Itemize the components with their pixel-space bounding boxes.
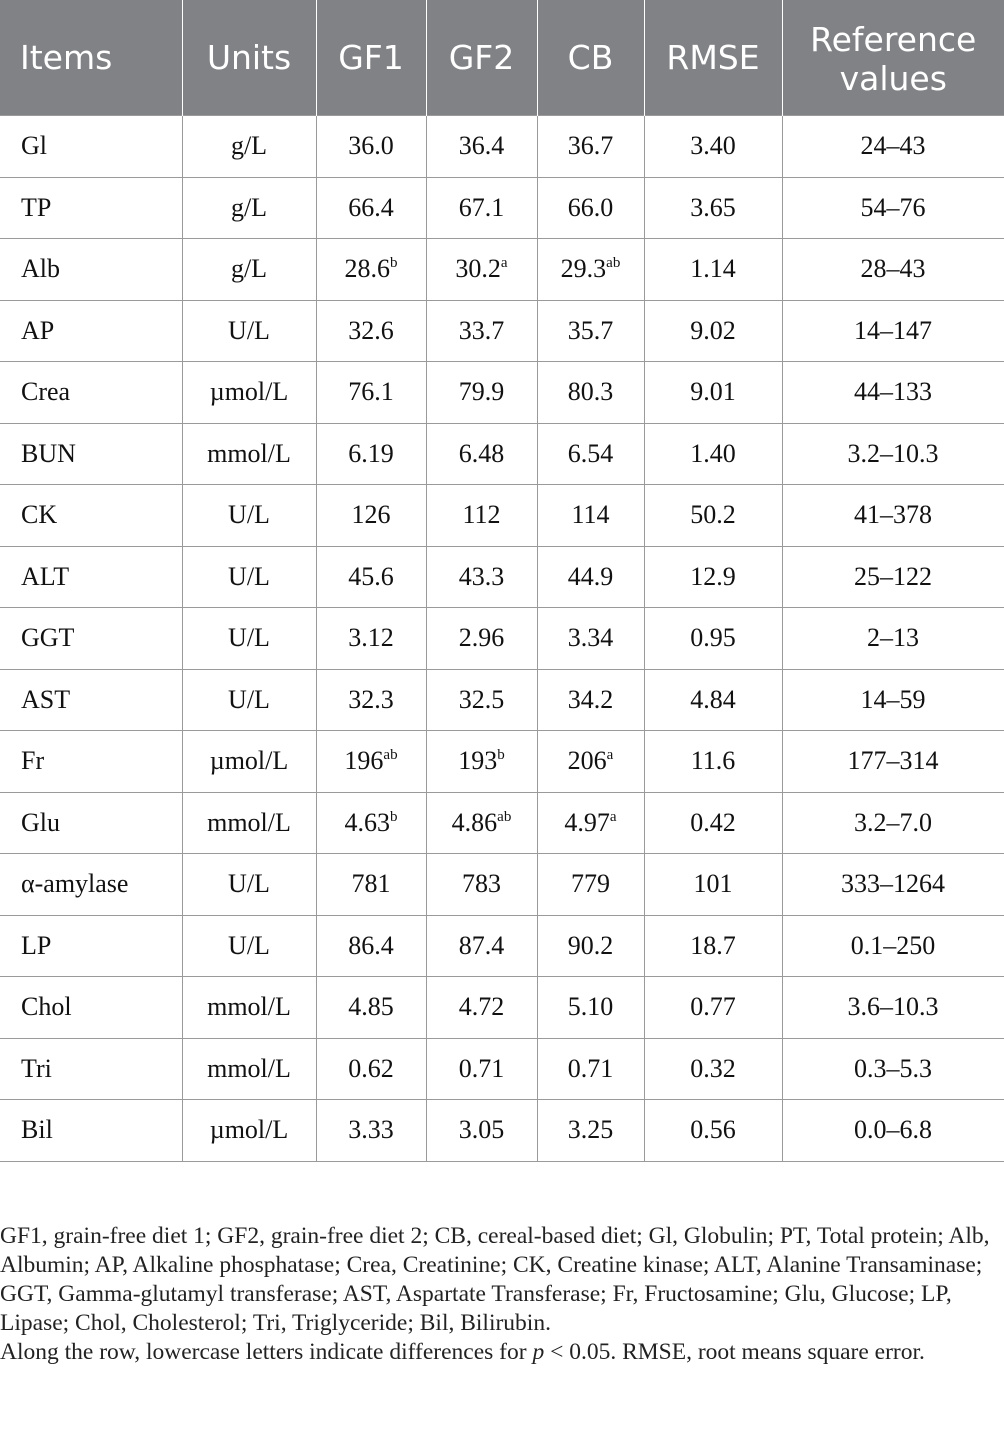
cell-gf2 [426, 423, 537, 485]
cell-reference-value: 0.1–250 [850, 930, 936, 960]
cell-rmse-value: 1.40 [690, 438, 736, 468]
significance-letter: b [390, 808, 398, 825]
cell-gf2-value: 6.48 [458, 438, 505, 468]
cell-reference-value: 333–1264 [841, 869, 945, 899]
cell-unit-value: mmol/L [207, 992, 291, 1022]
header-rmse: RMSE [644, 0, 782, 116]
cell-gf1 [316, 116, 426, 178]
cell-item-value: Chol [21, 992, 72, 1022]
cell-gf1 [316, 300, 426, 362]
cell-unit-value: g/L [230, 131, 268, 161]
cell-rmse-value: 0.95 [690, 623, 736, 653]
cell-item [0, 915, 182, 977]
cell-gf2 [426, 300, 537, 362]
cell-unit-value: U/L [228, 869, 270, 899]
cell-item [0, 423, 182, 485]
cell-rmse-value: 1.14 [690, 254, 736, 284]
cell-cb-value: 3.34 [567, 623, 614, 653]
cell-item-value: GGT [21, 623, 75, 653]
table-row [0, 669, 1004, 731]
cell-rmse-value: 12.9 [690, 561, 736, 591]
cell-rmse-value: 4.84 [690, 684, 736, 714]
cell-cb [537, 731, 644, 793]
cell-rmse-value: 0.42 [690, 807, 736, 837]
table-footnote [0, 1222, 1000, 1367]
cell-reference [782, 300, 1004, 362]
cell-item [0, 177, 182, 239]
cell-cb [537, 792, 644, 854]
footnote-significance [0, 1338, 1000, 1367]
cell-unit [182, 608, 316, 670]
table-header [0, 0, 1004, 116]
cell-unit-value: U/L [228, 500, 270, 530]
cell-unit [182, 300, 316, 362]
cell-unit [182, 362, 316, 424]
cell-rmse [644, 731, 782, 793]
cell-reference [782, 362, 1004, 424]
cell-gf2-value: 0.71 [458, 1053, 505, 1083]
table-row [0, 1038, 1004, 1100]
cell-item-value: AP [21, 315, 55, 345]
header-gf1: GF1 [316, 0, 426, 116]
cell-unit-value: mmol/L [207, 438, 291, 468]
cell-gf1-value: 32.3 [348, 684, 394, 714]
cell-cb-value: 34.2 [567, 684, 614, 714]
cell-cb [537, 915, 644, 977]
cell-gf2 [426, 854, 537, 916]
cell-rmse [644, 792, 782, 854]
cell-rmse [644, 1038, 782, 1100]
footnote-abbreviations: GF1, grain-free diet 1; GF2, grain-free diet 2; CB, cereal-based diet; Gl, Globulin; PT, Total protein; Alb, Albumin; AP, Alkaline phosphatase; Crea, Creatinine; CK, Creatine kinase; ALT, Alanine Transaminase; GGT, Gamma-glutamyl transferase; AST, Aspartate Transferase; Fr, Fructosamine; Glu, Glucose; LP, Lipase; Chol, Cholesterol; Tri, Triglyceride; Bil, Bilirubin. [0, 1223, 990, 1336]
cell-rmse-value: 0.77 [690, 992, 736, 1022]
cell-cb [537, 423, 644, 485]
cell-unit-value: U/L [228, 315, 270, 345]
cell-cb-value: 4.97 [564, 807, 610, 837]
cell-unit [182, 423, 316, 485]
cell-unit [182, 546, 316, 608]
table-row [0, 792, 1004, 854]
cell-gf2-value: 36.4 [458, 131, 505, 161]
cell-gf2-value: 30.2 [455, 254, 501, 284]
cell-cb-value: 29.3 [560, 254, 607, 284]
cell-gf2-value: 112 [462, 500, 501, 530]
cell-gf1 [316, 485, 426, 547]
cell-item-value: Crea [21, 377, 71, 407]
cell-unit [182, 485, 316, 547]
cell-gf1 [316, 546, 426, 608]
cell-item [0, 977, 182, 1039]
cell-unit-value: U/L [228, 930, 270, 960]
cell-rmse [644, 915, 782, 977]
cell-gf2-value: 4.72 [458, 992, 505, 1022]
cell-unit [182, 116, 316, 178]
table-row [0, 423, 1004, 485]
cell-gf2-value: 32.5 [458, 684, 505, 714]
cell-unit-value: U/L [228, 684, 270, 714]
cell-reference-value: 28–43 [860, 254, 926, 284]
cell-rmse [644, 485, 782, 547]
cell-reference [782, 669, 1004, 731]
cell-gf1-value: 28.6 [344, 254, 390, 284]
cell-gf1-value: 6.19 [348, 438, 394, 468]
cell-cb [537, 854, 644, 916]
cell-reference-value: 14–59 [860, 684, 926, 714]
cell-cb-value: 80.3 [567, 377, 614, 407]
header-units: Units [182, 0, 316, 116]
cell-unit [182, 915, 316, 977]
cell-unit-value: g/L [230, 192, 268, 222]
significance-letter: ab [606, 255, 621, 272]
table-row [0, 854, 1004, 916]
cell-item-value: BUN [21, 438, 76, 468]
cell-rmse [644, 1100, 782, 1162]
cell-gf1 [316, 177, 426, 239]
cell-cb [537, 177, 644, 239]
cell-gf1 [316, 1038, 426, 1100]
cell-rmse-value: 0.32 [690, 1053, 736, 1083]
cell-cb-value: 114 [571, 500, 610, 530]
cell-unit-value: µmol/L [209, 377, 289, 407]
cell-item [0, 362, 182, 424]
cell-rmse-value: 0.56 [690, 1115, 736, 1145]
cell-item-value: Alb [21, 254, 60, 284]
cell-gf2 [426, 177, 537, 239]
cell-gf2-value: 783 [462, 869, 501, 899]
cell-rmse [644, 300, 782, 362]
significance-letter: ab [383, 747, 398, 764]
cell-item-value: AST [21, 684, 71, 714]
footnote-p-symbol: p [532, 1339, 545, 1365]
cell-item-value: Glu [21, 807, 60, 837]
cell-gf1 [316, 731, 426, 793]
cell-unit [182, 239, 316, 301]
cell-unit-value: U/L [228, 561, 270, 591]
cell-rmse [644, 977, 782, 1039]
cell-reference [782, 792, 1004, 854]
cell-cb-value: 206 [567, 746, 607, 776]
cell-cb-value: 66.0 [567, 192, 614, 222]
table-row [0, 300, 1004, 362]
cell-gf2-value: 43.3 [458, 561, 505, 591]
cell-gf2 [426, 362, 537, 424]
cell-rmse-value: 50.2 [690, 500, 736, 530]
cell-reference [782, 116, 1004, 178]
cell-gf1 [316, 915, 426, 977]
cell-item-value: ALT [21, 561, 70, 591]
cell-cb-value: 35.7 [567, 315, 614, 345]
cell-cb [537, 116, 644, 178]
cell-reference-value: 44–133 [854, 377, 932, 407]
cell-gf1-value: 36.0 [348, 131, 394, 161]
cell-rmse-value: 9.02 [690, 315, 736, 345]
cell-cb [537, 1100, 644, 1162]
cell-gf1 [316, 608, 426, 670]
table-row [0, 239, 1004, 301]
cell-rmse [644, 362, 782, 424]
cell-reference-value: 3.2–10.3 [847, 438, 939, 468]
cell-rmse [644, 423, 782, 485]
significance-letter: a [500, 255, 508, 272]
cell-reference-value: 3.6–10.3 [847, 992, 939, 1022]
cell-gf2-value: 2.96 [458, 623, 505, 653]
cell-item-value: Bil [21, 1115, 53, 1145]
cell-gf1-value: 32.6 [348, 315, 394, 345]
cell-item [0, 239, 182, 301]
table-row [0, 546, 1004, 608]
cell-gf1 [316, 239, 426, 301]
cell-unit-value: mmol/L [207, 1053, 291, 1083]
header-gf2: GF2 [426, 0, 537, 116]
cell-cb-value: 90.2 [567, 930, 614, 960]
cell-gf2 [426, 485, 537, 547]
cell-gf2 [426, 546, 537, 608]
cell-item-value: α-amylase [21, 869, 129, 899]
cell-item [0, 116, 182, 178]
cell-unit-value: µmol/L [209, 1115, 289, 1145]
cell-unit [182, 854, 316, 916]
cell-item [0, 1100, 182, 1162]
cell-gf2 [426, 239, 537, 301]
cell-cb [537, 608, 644, 670]
significance-letter: ab [497, 808, 512, 825]
cell-item-value: CK [21, 500, 58, 530]
cell-cb [537, 362, 644, 424]
cell-item [0, 854, 182, 916]
cell-rmse [644, 854, 782, 916]
table-row [0, 608, 1004, 670]
cell-item [0, 1038, 182, 1100]
cell-gf2 [426, 608, 537, 670]
cell-item [0, 546, 182, 608]
cell-rmse-value: 18.7 [690, 930, 736, 960]
cell-cb-value: 779 [571, 869, 610, 899]
cell-gf1 [316, 1100, 426, 1162]
cell-item [0, 731, 182, 793]
cell-reference-value: 177–314 [847, 746, 939, 776]
cell-gf1 [316, 669, 426, 731]
significance-letter: b [497, 747, 505, 764]
cell-reference [782, 1038, 1004, 1100]
cell-gf1-value: 3.12 [348, 623, 394, 653]
cell-reference-value: 3.2–7.0 [854, 807, 932, 837]
significance-letter: a [609, 808, 617, 825]
cell-item-value: Tri [21, 1053, 52, 1083]
cell-reference [782, 731, 1004, 793]
cell-reference [782, 977, 1004, 1039]
cell-gf1-value: 86.4 [348, 930, 394, 960]
cell-gf2 [426, 977, 537, 1039]
footnote-significance-text: Along the row, lowercase letters indicate differences for [0, 1339, 533, 1365]
table-row [0, 731, 1004, 793]
cell-reference [782, 608, 1004, 670]
cell-reference [782, 485, 1004, 547]
cell-gf2-value: 67.1 [458, 192, 505, 222]
cell-reference [782, 546, 1004, 608]
table-body [0, 116, 1004, 1162]
cell-cb [537, 1038, 644, 1100]
cell-gf2-value: 3.05 [458, 1115, 505, 1145]
cell-cb-value: 0.71 [567, 1053, 614, 1083]
cell-gf1 [316, 977, 426, 1039]
cell-gf2 [426, 1038, 537, 1100]
cell-gf1-value: 4.63 [344, 807, 390, 837]
cell-rmse-value: 3.40 [690, 131, 736, 161]
cell-rmse [644, 608, 782, 670]
cell-gf2 [426, 915, 537, 977]
cell-item [0, 608, 182, 670]
cell-rmse [644, 669, 782, 731]
cell-reference-value: 24–43 [860, 131, 926, 161]
cell-gf2-value: 4.86 [451, 807, 498, 837]
cell-item [0, 669, 182, 731]
cell-rmse [644, 546, 782, 608]
cell-gf1-value: 66.4 [348, 192, 394, 222]
table-row [0, 177, 1004, 239]
footnote-significance-tail: < 0.05. RMSE, root means square error. [544, 1339, 925, 1365]
cell-rmse-value: 101 [693, 869, 733, 899]
cell-unit [182, 731, 316, 793]
cell-reference-value: 25–122 [854, 561, 932, 591]
cell-gf2-value: 79.9 [458, 377, 505, 407]
cell-unit-value: g/L [230, 254, 268, 284]
cell-rmse [644, 239, 782, 301]
cell-gf1-value: 0.62 [348, 1053, 394, 1083]
table-row [0, 915, 1004, 977]
cell-item [0, 485, 182, 547]
cell-reference-value: 41–378 [854, 500, 932, 530]
cell-gf1-value: 126 [351, 500, 391, 530]
cell-reference [782, 239, 1004, 301]
header-items: Items [0, 0, 182, 116]
cell-item [0, 300, 182, 362]
cell-item-value: TP [21, 192, 52, 222]
cell-gf2 [426, 792, 537, 854]
cell-cb-value: 44.9 [567, 561, 614, 591]
cell-unit-value: µmol/L [209, 746, 289, 776]
cell-gf2-value: 193 [458, 746, 498, 776]
table-row [0, 1100, 1004, 1162]
header-reference-values: Reference values [782, 0, 1004, 116]
cell-cb [537, 485, 644, 547]
significance-letter: b [390, 255, 398, 272]
header-cb: CB [537, 0, 644, 116]
cell-unit [182, 792, 316, 854]
cell-reference-value: 14–147 [854, 315, 932, 345]
cell-item-value: Fr [21, 746, 45, 776]
cell-cb [537, 239, 644, 301]
cell-item-value: LP [21, 930, 52, 960]
cell-rmse [644, 177, 782, 239]
cell-reference-value: 2–13 [867, 623, 919, 653]
cell-unit-value: mmol/L [207, 807, 291, 837]
cell-rmse-value: 11.6 [690, 746, 736, 776]
cell-reference [782, 1100, 1004, 1162]
table-row [0, 116, 1004, 178]
cell-gf2 [426, 116, 537, 178]
significance-letter: a [606, 747, 614, 764]
cell-gf1-value: 45.6 [348, 561, 394, 591]
cell-unit [182, 669, 316, 731]
cell-cb [537, 300, 644, 362]
cell-unit [182, 1100, 316, 1162]
cell-gf2-value: 33.7 [458, 315, 505, 345]
cell-gf2 [426, 731, 537, 793]
cell-gf1-value: 781 [351, 869, 391, 899]
cell-rmse-value: 3.65 [690, 192, 736, 222]
table-row [0, 977, 1004, 1039]
cell-unit [182, 977, 316, 1039]
cell-gf1-value: 196 [344, 746, 384, 776]
cell-cb-value: 3.25 [567, 1115, 614, 1145]
table-row [0, 485, 1004, 547]
cell-gf1-value: 3.33 [348, 1115, 394, 1145]
cell-gf1 [316, 423, 426, 485]
cell-gf2-value: 87.4 [458, 930, 505, 960]
cell-gf1-value: 76.1 [348, 377, 394, 407]
cell-rmse [644, 116, 782, 178]
cell-cb [537, 669, 644, 731]
header-row [0, 0, 1004, 116]
cell-cb-value: 36.7 [567, 131, 614, 161]
table-row [0, 362, 1004, 424]
cell-item-value: Gl [21, 131, 47, 161]
cell-gf1 [316, 854, 426, 916]
cell-reference-value: 0.0–6.8 [854, 1115, 932, 1145]
cell-unit [182, 177, 316, 239]
cell-item [0, 792, 182, 854]
cell-cb-value: 5.10 [567, 992, 614, 1022]
cell-gf2 [426, 669, 537, 731]
cell-reference [782, 854, 1004, 916]
cell-cb [537, 546, 644, 608]
cell-gf1 [316, 362, 426, 424]
cell-rmse-value: 9.01 [690, 377, 736, 407]
cell-unit [182, 1038, 316, 1100]
cell-cb-value: 6.54 [567, 438, 614, 468]
cell-reference-value: 54–76 [860, 192, 926, 222]
cell-gf1 [316, 792, 426, 854]
cell-reference-value: 0.3–5.3 [854, 1053, 932, 1083]
cell-reference [782, 177, 1004, 239]
cell-reference [782, 423, 1004, 485]
cell-reference [782, 915, 1004, 977]
cell-gf1-value: 4.85 [348, 992, 394, 1022]
cell-gf2 [426, 1100, 537, 1162]
cell-cb [537, 977, 644, 1039]
cell-unit-value: U/L [228, 623, 270, 653]
